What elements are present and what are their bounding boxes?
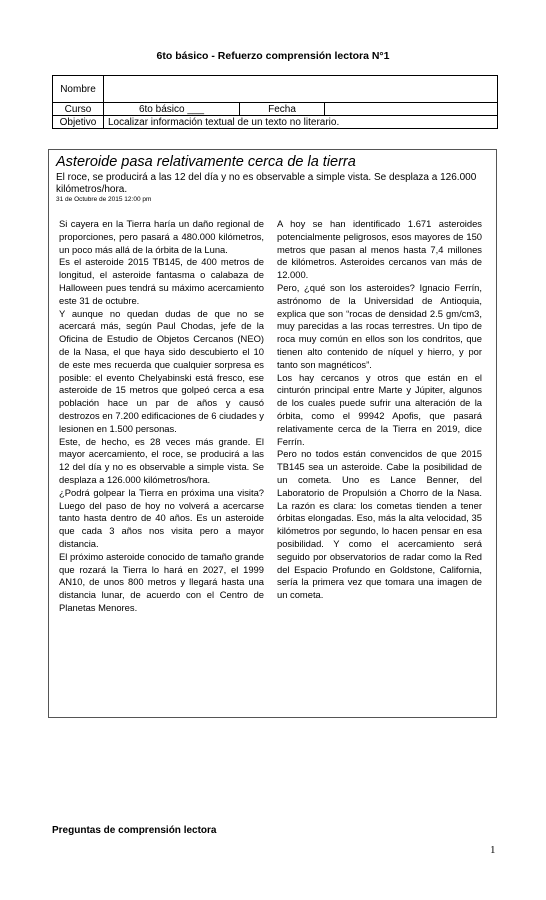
article-paragraph: A hoy se han identificado 1.671 asteroides potencialmente peligrosos, esos mayores de 150 metros que pasan al menos hasta 7,4 millones de kilómetros. Asteroides cercanos van más de 12.000. (277, 218, 482, 281)
article-left-column (59, 218, 264, 615)
objetivo-label: Objetivo (53, 116, 104, 129)
student-info-table (52, 75, 498, 129)
article-right-column (277, 218, 482, 602)
article-date: 31 de Octubre de 2015 12:00 pm (56, 196, 152, 203)
article-paragraph: Pero, ¿qué son los asteroides? Ignacio Ferrín, astrónomo de la Universidad de Antioquia, explica que son “rocas de densidad 2.5 gm/cm3, muy parecidas a las rocas terrestres. Un tipo de roca muy común en ellos son los condritos, que tienen alto contenido de níquel y hierro, y por tanto son magnéticos”. (277, 281, 482, 370)
article-box (48, 149, 497, 718)
nombre-label: Nombre (53, 76, 104, 103)
article-subtitle: El roce, se producirá a las 12 del día y no es observable a simple vista. Se desplaza a 126.000 kilómetros/hora. (56, 172, 477, 195)
article-paragraph: Y aunque no quedan dudas de que no se acercará más, según Paul Chodas, jefe de la Oficina de Estudio de Objetos Cercanos (NEO) de la Nasa, el que haya sido descubierto el 10 de este mes recuerda que cualquier sorpresa es posible: el evento Chelyabinski está fresco, ese asteroide de 15 metros que golpeó cerca a esa población hace un par de años y causó destrozos en 7.200 edificaciones de 6 ciudades y lesionen en 1.500 personas. (59, 307, 264, 434)
fecha-label: Fecha (240, 103, 325, 116)
fecha-field[interactable] (325, 103, 498, 116)
article-paragraph: ¿Podrá golpear la Tierra en próxima una visita? Luego del paso de hoy no volverá a acercarse tanto hasta dentro de 40 años. Es un asteroide que cada 3 años nos visita pero a mayor distancia. (59, 486, 264, 549)
article-paragraph: El próximo asteroide conocido de tamaño grande que rozará la Tierra lo hará en 2027, el 1999 AN10, de unos 800 metros y llegará hasta una distancia lunar, de acuerdo con el Centro de Planetas Menores. (59, 550, 264, 613)
article-title: Asteroide pasa relativamente cerca de la tierra (56, 154, 356, 170)
objetivo-value: Localizar información textual de un texto no literario. (104, 116, 498, 129)
nombre-field[interactable] (104, 76, 498, 103)
curso-label: Curso (53, 103, 104, 116)
article-paragraph: Pero no todos están convencidos de que 2015 TB145 sea un asteroide. Cabe la posibilidad de un cometa. Uno es Lance Benner, del Laboratorio de Propulsión a Chorro de la Nasa. La razón es clara: los cometas tienden a tener órbitas elongadas. Eso, más la alta velocidad, 35 kilómetros por segundo, lo hacen pensar en esa posibilidad. Y como el acercamiento será seguido por observatorios de radar como la Red del Espacio Profundo en Goldstone, California, sería la primera vez que tomara una imagen de un cometa. (277, 448, 482, 601)
article-paragraph: Los hay cercanos y otros que están en el cinturón principal entre Marte y Júpiter, algunos de los cuales puede sufrir una alteración de la órbita, como el 99942 Apofis, que pasará relativamente cerca de la Tierra en 2019, dice Ferrín. (277, 371, 482, 447)
document-title: 6to básico - Refuerzo comprensión lectora N°1 (156, 50, 390, 62)
curso-value: 6to básico ___ (104, 103, 240, 116)
article-paragraph: Este, de hecho, es 28 veces más grande. El mayor acercamiento, el roce, se producirá a las 12 del día y no es observable a simple vista. Se desplaza a 126.000 kilómetros/hora. (59, 435, 264, 485)
article-paragraph: Si cayera en la Tierra haría un daño regional de proporciones, pero pasará a 480.000 kilómetros, un poco más allá de la órbita de la Luna. (59, 218, 264, 255)
page-number: 1 (490, 844, 496, 856)
questions-heading: Preguntas de comprensión lectora (52, 825, 217, 836)
article-paragraph: Es el asteroide 2015 TB145, de 400 metros de longitud, el asteroide fantasma o calabaza de Halloween pues tendrá su máximo acercamiento este 31 de octubre. (59, 256, 264, 306)
